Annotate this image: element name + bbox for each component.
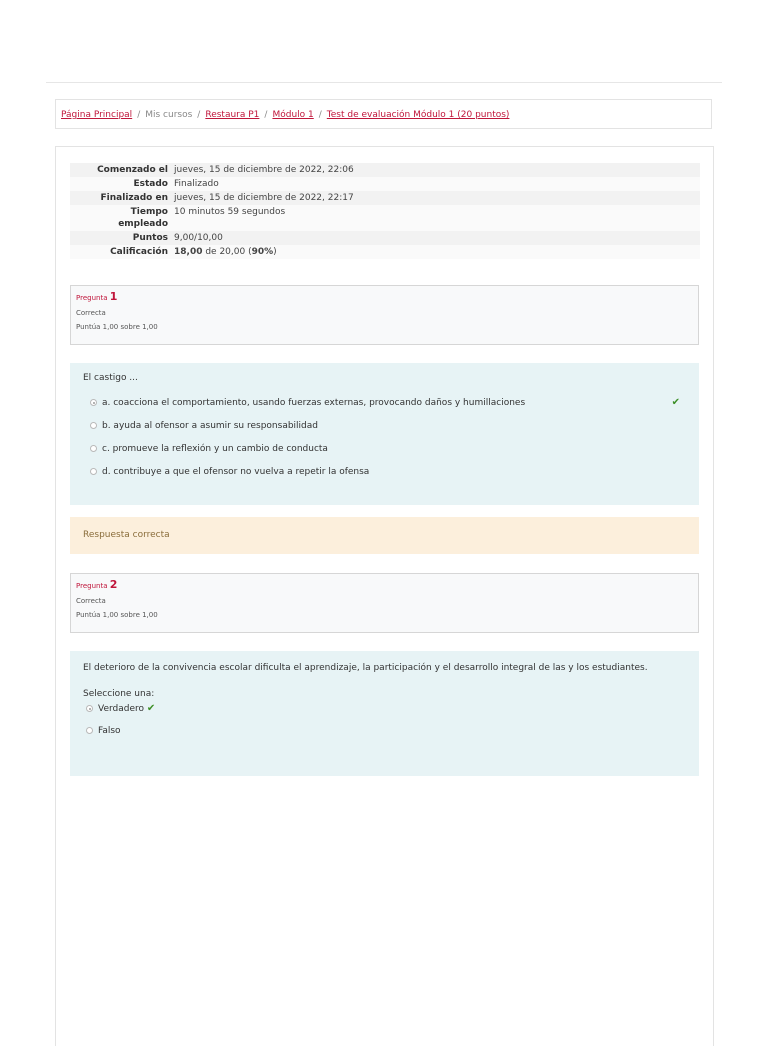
finished-value: jueves, 15 de diciembre de 2022, 22:17 — [174, 193, 354, 203]
breadcrumb-course-link[interactable]: Restaura P1 — [205, 110, 260, 120]
question-1-content — [70, 363, 699, 505]
question-1-number — [76, 290, 693, 303]
option-label: a. coacciona el comportamiento, usando fuerzas externas, provocando daños y humillaciones — [102, 398, 526, 408]
option-label: c. promueve la reflexión y un cambio de conducta — [102, 444, 328, 454]
question-1-text: El castigo ... — [83, 373, 138, 383]
question-2-text: El deterioro de la convivencia escolar dificulta el aprendizaje, la participación y el desarrollo integral de las y los estudiantes. — [83, 663, 648, 673]
grade-close: ) — [273, 247, 277, 257]
grade-of: de 20,00 ( — [205, 247, 252, 257]
question-1-option-b[interactable] — [83, 420, 686, 432]
summary-row-state — [70, 177, 700, 191]
finished-label: Finalizado en — [100, 193, 168, 203]
breadcrumb-separator: / — [137, 110, 141, 120]
option-label: Verdadero — [98, 704, 145, 714]
question-1-option-d[interactable] — [83, 466, 686, 478]
question-1-info — [70, 285, 699, 345]
summary-row-points — [70, 231, 700, 245]
option-label: Falso — [98, 726, 121, 736]
radio-icon[interactable] — [86, 727, 93, 734]
radio-icon[interactable] — [90, 445, 97, 452]
question-2-option-true[interactable] — [83, 703, 686, 715]
question-2-prompt: Seleccione una: — [83, 689, 155, 699]
radio-icon[interactable] — [86, 705, 93, 712]
summary-row-finished — [70, 191, 700, 205]
question-1-status: Correcta — [76, 309, 106, 317]
state-value: Finalizado — [174, 179, 219, 189]
points-label: Puntos — [132, 233, 168, 243]
started-label: Comenzado el — [97, 165, 168, 175]
time-label-line1: Tiempo — [130, 207, 168, 217]
breadcrumb-separator: / — [197, 110, 201, 120]
breadcrumb-separator: / — [264, 110, 268, 120]
attempt-summary-table — [70, 163, 700, 259]
option-label: d. contribuye a que el ofensor no vuelva a repetir la ofensa — [102, 467, 370, 477]
grade-score: 18,00 — [174, 247, 203, 257]
question-2-info — [70, 573, 699, 633]
breadcrumb-separator: / — [318, 110, 322, 120]
question-2-content — [70, 651, 699, 776]
grade-value — [172, 245, 700, 259]
summary-row-time — [70, 205, 700, 231]
breadcrumb-quiz-link[interactable]: Test de evaluación Módulo 1 (20 puntos) — [326, 110, 510, 120]
grade-label: Calificación — [110, 247, 168, 257]
question-number: 1 — [109, 290, 118, 303]
time-label-line2: empleado — [118, 219, 168, 229]
radio-icon[interactable] — [90, 399, 97, 406]
radio-icon[interactable] — [90, 468, 97, 475]
points-value: 9,00/10,00 — [174, 233, 223, 243]
question-1-feedback: Respuesta correcta — [70, 517, 699, 554]
header-divider — [46, 82, 722, 83]
radio-icon[interactable] — [90, 422, 97, 429]
question-label: Pregunta — [76, 294, 108, 302]
question-2-mark: Puntúa 1,00 sobre 1,00 — [76, 611, 158, 619]
question-label: Pregunta — [76, 582, 108, 590]
started-value: jueves, 15 de diciembre de 2022, 22:06 — [174, 165, 354, 175]
question-1-option-c[interactable] — [83, 443, 686, 455]
state-label: Estado — [133, 179, 168, 189]
breadcrumb-my-courses: Mis cursos — [145, 110, 193, 120]
time-value: 10 minutos 59 segundos — [174, 207, 286, 217]
question-2-status: Correcta — [76, 597, 106, 605]
breadcrumb-home-link[interactable]: Página Principal — [61, 110, 133, 120]
question-number: 2 — [109, 578, 118, 591]
option-label: b. ayuda al ofensor a asumir su responsabilidad — [102, 421, 318, 431]
quiz-review-panel — [55, 146, 714, 1046]
question-1-option-a[interactable] — [83, 397, 686, 409]
grade-percent: 90% — [251, 247, 274, 257]
time-label — [70, 205, 172, 231]
breadcrumb — [55, 99, 712, 129]
check-icon: ✔ — [671, 397, 680, 408]
summary-row-grade — [70, 245, 700, 259]
question-2-option-false[interactable] — [83, 725, 686, 737]
check-icon: ✔ — [146, 703, 156, 714]
breadcrumb-module-link[interactable]: Módulo 1 — [272, 110, 314, 120]
question-2-number — [76, 578, 693, 591]
question-1-mark: Puntúa 1,00 sobre 1,00 — [76, 323, 158, 331]
summary-row-started — [70, 163, 700, 177]
